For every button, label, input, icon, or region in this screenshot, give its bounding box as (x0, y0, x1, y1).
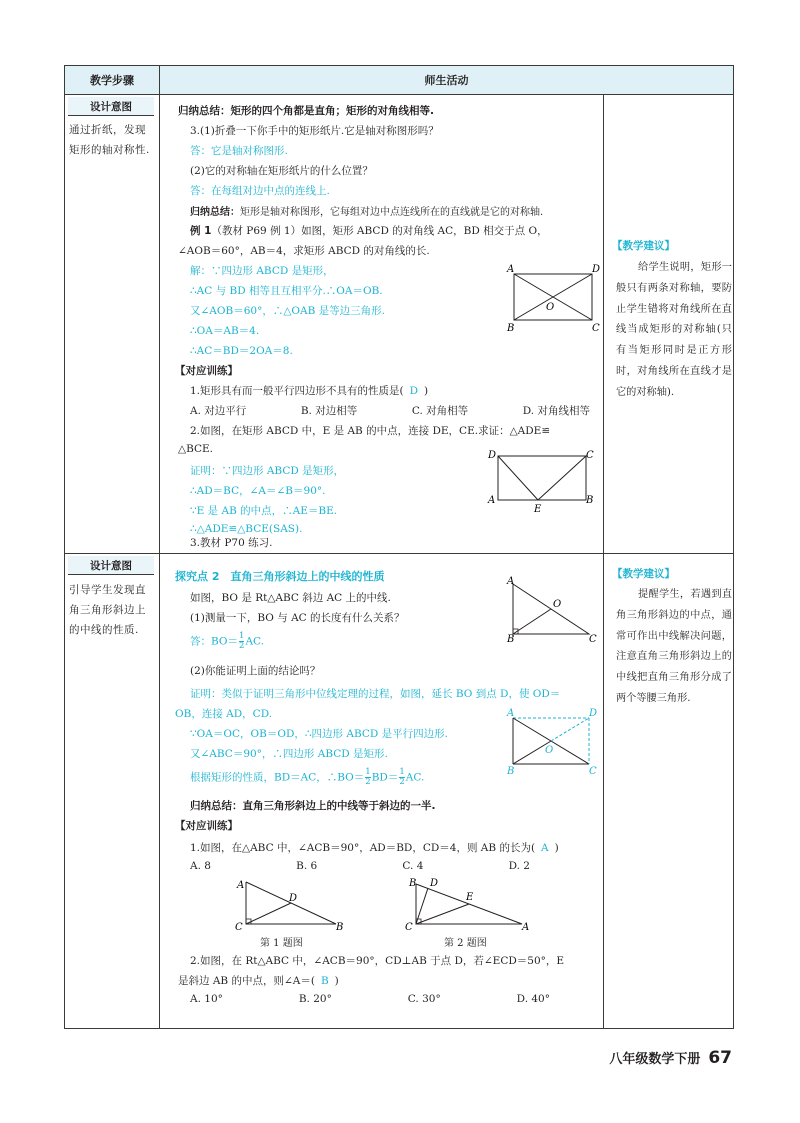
right-triangle-figure (505, 574, 600, 644)
intro-line: 如图，BO 是 Rt△ABC 斜边 AC 上的中线. (190, 592, 391, 604)
svg-text:B: B (507, 766, 515, 777)
extended-rectangle-figure (505, 706, 600, 778)
svg-text:A: A (237, 880, 245, 891)
proof-line: 证明：∵四边形 ABCD 是矩形， (190, 465, 345, 477)
proof-line: ∴△ADE≌△BCE(SAS). (190, 523, 303, 535)
solution-line: 解：∵四边形 ABCD 是矩形， (190, 265, 334, 277)
solution-line: ∴AC＝BD＝2OA＝8. (190, 345, 293, 357)
proof-line: OB，连接 AD，CD. (175, 708, 273, 720)
solution-line: ∴OA＝AB＝4. (190, 325, 260, 337)
practice-heading: 【对应训练】 (175, 820, 238, 832)
svg-text:B: B (586, 495, 594, 506)
label-a: A (507, 264, 515, 275)
teaching-tip-text: 提醒学生，若遇到直角三角形斜边的中点，通常可作出中线解决问题，注意直角三角形斜边上的中线把直角三角形分成了两个等腰三角形. (616, 589, 732, 704)
example-line: 例 1（教材 P69 例 1）如图，矩形 ABCD 的对角线 AC，BD 相交于点 O， (190, 225, 548, 237)
teaching-tip-title: 【教学建议】 (612, 568, 675, 580)
header-steps: 教学步骤 (65, 66, 159, 94)
practice-heading: 【对应训练】 (175, 365, 238, 377)
label-o: O (546, 302, 555, 313)
svg-text:A: A (488, 495, 496, 506)
practice-question: △BCE. (178, 443, 214, 455)
label-b: B (507, 323, 515, 334)
practice-question: 1.矩形具有而一般平行四边形不具有的性质是( D ) (190, 385, 429, 397)
svg-text:D: D (430, 878, 439, 889)
proof-line: 证明：类似于证明三角形中位线定理的过程，如图，延长 BO 到点 D，使 OD＝ (190, 688, 561, 700)
svg-text:E: E (534, 504, 542, 515)
svg-text:O: O (553, 599, 562, 610)
summary-line: 归纳总结：直角三角形斜边上的中线等于斜边的一半. (190, 800, 436, 812)
question-line: (1)测量一下，BO 与 AC 的长度有什么关系？ (190, 612, 405, 624)
column-divider (603, 94, 604, 1028)
question-line: (2)你能证明上面的结论吗？ (190, 665, 321, 677)
practice-options: A. 8 B. 6 C. 4 D. 2 (190, 860, 530, 872)
exploration-heading: 探究点 2 直角三角形斜边上的中线的性质 (175, 570, 385, 583)
design-intent-text: 引导学生发现直角三角形斜边上的中线的性质. (69, 584, 146, 636)
summary-line: 归纳总结：矩形的四个角都是直角；矩形的对角线相等. (178, 105, 434, 117)
proof-line: ∴AD＝BC，∠A＝∠B＝90°. (190, 485, 326, 497)
practice-question: 3.教材 P70 练习. (190, 537, 273, 549)
svg-text:C: C (586, 450, 594, 461)
figure-caption: 第 1 题图 (260, 938, 303, 949)
design-intent-title: 设计意图 (68, 556, 154, 575)
practice-options: A. 10° B. 20° C. 30° D. 40° (190, 993, 550, 1005)
svg-text:D: D (488, 450, 497, 461)
practice-question: 2.如图，在矩形 ABCD 中，E 是 AB 的中点，连接 DE，CE.求证：△ADE≌ (190, 425, 551, 437)
label-c: C (592, 323, 600, 334)
rectangle-abcd-figure (506, 262, 600, 334)
question-line: (2)它的对称轴在矩形纸片的什么位置？ (190, 165, 373, 177)
summary-line: 归纳总结：矩形是轴对称图形，它每组对边中点连线所在的直线就是它的对称轴. (190, 207, 544, 218)
question1-figure (232, 876, 348, 934)
practice-options: A. 对边平行 B. 对边相等 C. 对角相等 D. 对角线相等 (190, 405, 590, 417)
example-line: ∠AOB＝60°，AB＝4，求矩形 ABCD 的对角线的长. (178, 245, 430, 257)
page-number: 67 (708, 1048, 732, 1068)
answer-line: 答：它是轴对称图形. (190, 145, 288, 157)
practice-question: 1.如图，在△ABC 中，∠ACB＝90°，AD＝BD，CD＝4，则 AB 的长为( A ) (190, 842, 559, 854)
svg-text:C: C (589, 634, 597, 644)
row-divider (65, 553, 733, 554)
teaching-tip-text: 给学生说明，矩形一般只有两条对称轴，要防止学生错将对角线所在直线当成矩形的对称轴(只有当矩形同时是正方形时，对角线所在直线才是它的对称轴). (616, 262, 732, 398)
rectangle-e-figure (486, 448, 596, 516)
proof-line: ∵OA＝OC，OB＝OD，∴四边形 ABCD 是平行四边形. (190, 728, 449, 740)
svg-text:E: E (466, 892, 474, 903)
row-divider (65, 94, 733, 95)
question-line: 3.(1)折叠一下你手中的矩形纸片.它是轴对称图形吗？ (190, 125, 439, 137)
solution-line: 又∠AOB＝60°，∴△OAB 是等边三角形. (190, 305, 385, 317)
svg-text:B: B (507, 634, 515, 644)
page-footer (609, 1048, 732, 1068)
svg-text:D: D (289, 893, 298, 904)
practice-question: 2.如图，在 Rt△ABC 中，∠ACB＝90°，CD⊥AB 于点 D，若∠ECD＝50°，E (190, 955, 565, 967)
label-d: D (592, 264, 600, 275)
design-intent-text: 通过折纸，发现矩形的轴对称性. (69, 124, 150, 156)
book-title: 八年级数学下册 (609, 1052, 701, 1067)
column-divider (159, 66, 160, 1028)
answer-line: 答：在每组对边中点的连线上. (190, 185, 330, 197)
practice-question: 是斜边 AB 的中点，则∠A＝( B ) (178, 975, 339, 987)
svg-text:C: C (589, 766, 597, 777)
proof-line: 根据矩形的性质，BD＝AC，∴BO＝ $\frac{1}{2}$ BD＝ $\frac{1}{2}$ AC. (190, 767, 425, 787)
svg-text:B: B (336, 922, 344, 933)
solution-line: ∴AC 与 BD 相等且互相平分.∴OA＝OB. (190, 285, 383, 297)
svg-text:O: O (545, 745, 554, 756)
question2-figure (402, 876, 536, 934)
svg-text:C: C (405, 922, 413, 933)
design-intent-title: 设计意图 (68, 97, 154, 116)
figure-caption: 第 2 题图 (444, 938, 487, 949)
svg-text:A: A (522, 922, 530, 933)
svg-text:A: A (507, 576, 515, 587)
answer-line: 答：BO＝ $\frac{1}{2}$ AC. (190, 631, 265, 651)
proof-line: 又∠ABC＝90°，∴四边形 ABCD 是矩形. (190, 748, 388, 760)
svg-text:B: B (409, 878, 417, 889)
svg-text:A: A (507, 708, 515, 719)
proof-line: ∵E 是 AB 的中点，∴AE＝BE. (190, 505, 338, 517)
svg-text:C: C (235, 922, 243, 933)
teaching-tip-title: 【教学建议】 (612, 240, 675, 252)
header-activities: 师生活动 (160, 66, 733, 94)
svg-text:D: D (589, 708, 598, 719)
